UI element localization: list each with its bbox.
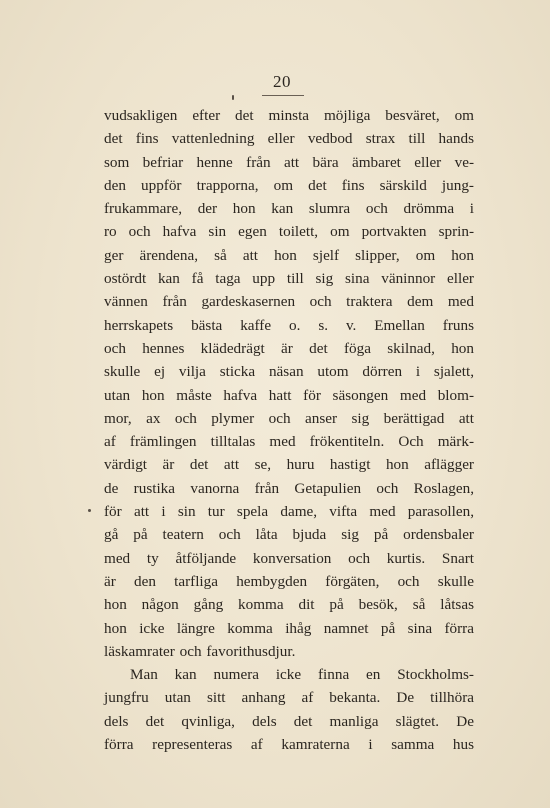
text-line: ostördt kan få taga upp till sig sina väninnor eller xyxy=(104,270,474,288)
text-line: herrskapets bästa kaffe o. s. v. Emellan fruns xyxy=(104,316,474,334)
text-line: ro och hafva sin egen toilett, om portvakten sprin- xyxy=(104,223,474,241)
body-text xyxy=(104,104,474,756)
text-line: hon icke längre komma ihåg namnet på sina förra xyxy=(104,619,474,637)
text-line: skulle ej vilja sticka näsan utom dörren i sjalett, xyxy=(104,363,474,381)
text-line: jungfru utan sitt anhang af bekanta. De tillhöra xyxy=(104,689,474,707)
page-number: 20 xyxy=(273,72,291,91)
text-line: för att i sin tur spela dame, vifta med parasollen, xyxy=(104,503,474,521)
text-line: och hennes klädedrägt är det föga skilnad, hon xyxy=(104,339,474,357)
text-line: hon någon gång komma dit på besök, så låtsas xyxy=(104,596,474,614)
page-number-rule xyxy=(262,95,304,96)
text-line: vudsakligen efter det minsta möjliga besväret, om xyxy=(104,107,474,124)
text-line: utan hon måste hafva hatt för säsongen med blom- xyxy=(104,386,474,404)
text-line: är den tarfliga hembygden förgäten, och skulle xyxy=(104,572,474,590)
text-line: värdigt är det att se, huru hastigt hon aflägger xyxy=(104,456,474,474)
text-line: förra representeras af kamraterna i samma hus xyxy=(104,736,474,754)
text-line: läskamrater och favorithusdjur. xyxy=(104,642,296,660)
text-line: som befriar henne från att bära ämbaret eller ve- xyxy=(104,153,474,171)
text-line: ger ärendena, så att hon sjelf slipper, om hon xyxy=(104,246,474,264)
text-line: gå på teatern och låta bjuda sig på ordensbaler xyxy=(104,526,474,544)
text-line: Man kan numera icke finna en Stockholms- xyxy=(130,666,474,684)
text-line: med ty åtföljande konversation och kurtis. Snart xyxy=(104,549,474,567)
text-line: mor, ax och plymer och anser sig berättigad att xyxy=(104,409,474,427)
ink-speck xyxy=(232,95,234,100)
text-line: den uppför trapporna, om det fins särskild jung- xyxy=(104,176,474,194)
text-line: af främlingen tilltalas med frökentiteln. Och märk- xyxy=(104,433,474,451)
text-line: dels det qvinliga, dels det manliga slägtet. De xyxy=(104,712,474,730)
text-line: de rustika vanorna från Getapulien och Roslagen, xyxy=(104,479,474,497)
text-line: frukammare, der hon kan slumra och drömma i xyxy=(104,200,474,218)
text-line: vännen från gardeskasernen och traktera dem med xyxy=(104,293,474,311)
text-line: det fins vattenledning eller vedbod strax till hands xyxy=(104,130,474,148)
ink-speck xyxy=(88,509,91,512)
